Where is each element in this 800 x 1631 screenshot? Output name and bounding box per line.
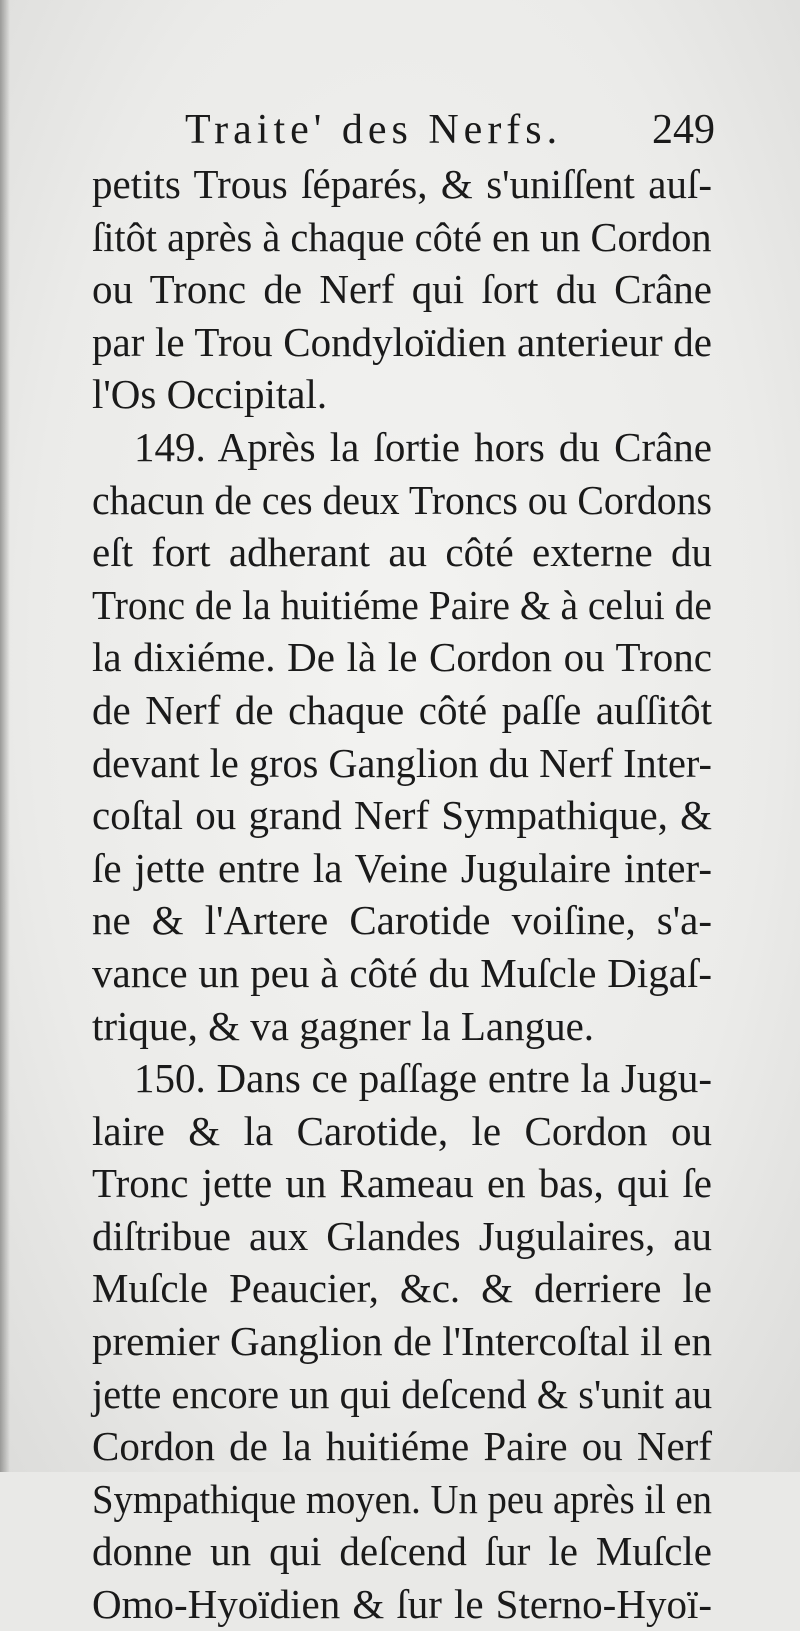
text-line: laire & la Carotide, le Cordon ou — [92, 1107, 712, 1154]
page-gutter-shadow — [0, 0, 10, 1472]
text-line: diſtribue aux Glandes Jugulaires, au — [92, 1212, 712, 1259]
text-line: petits Trous ſéparés, & s'uniſſent auſ- — [92, 161, 712, 207]
text-line: 150. Dans ce paſſage entre la Jugu- — [134, 1055, 712, 1102]
text-line: vance un peu à côté du Muſcle Digaſ- — [92, 949, 712, 996]
text-line: Cordon de la huitiéme Paire ou Nerf — [92, 1423, 712, 1470]
text-line: chacun de ces deux Troncs ou Cordons — [92, 476, 712, 523]
text-line: ne & l'Artere Carotide voiſine, s'a- — [92, 897, 712, 944]
text-line: devant le gros Ganglion du Nerf Inter- — [92, 739, 712, 786]
text-line: Muſcle Peaucier, &c. & derriere le — [92, 1265, 712, 1312]
text-line: ſe jette entre la Veine Jugulaire inter- — [92, 844, 712, 891]
text-line: premier Ganglion de l'Intercoſtal il en — [92, 1318, 712, 1365]
text-line: donne un qui deſcend ſur le Muſcle — [92, 1528, 712, 1575]
text-line: par le Trou Condyloïdien anterieur de — [92, 318, 712, 365]
text-line: jette encore un qui deſcend & s'unit au — [92, 1370, 713, 1417]
text-line: 149. Après la ſortie hors du Crâne — [134, 423, 712, 470]
text-line: Omo-Hyoïdien & ſur le Sterno-Hyoï- — [92, 1581, 712, 1628]
text-line: Tronc de la huitiéme Paire & à celui de — [92, 581, 712, 628]
text-line: la dixiéme. De là le Cordon ou Tronc — [92, 634, 712, 681]
text-line: eſt fort adherant au côté externe du — [92, 529, 712, 576]
text-line: de Nerf de chaque côté paſſe auſſitôt — [92, 686, 712, 733]
running-header — [185, 100, 715, 160]
text-line: Tronc jette un Rameau en bas, qui ſe — [92, 1160, 712, 1207]
text-line: ſitôt après à chaque côté en un Cordon — [92, 213, 712, 260]
text-line: l'Os Occipital. — [92, 371, 328, 418]
text-line: Sympathique moyen. Un peu après il en — [92, 1475, 713, 1522]
body-text — [92, 158, 712, 1631]
text-line: ou Tronc de Nerf qui ſort du Crâne — [92, 266, 712, 313]
running-title: Traite' des Nerfs. — [185, 107, 563, 153]
text-line: trique, & va gagner la Langue. — [92, 1002, 595, 1049]
text-line: coſtal ou grand Nerf Sympathique, & — [92, 792, 712, 839]
page-number: 249 — [652, 107, 715, 153]
